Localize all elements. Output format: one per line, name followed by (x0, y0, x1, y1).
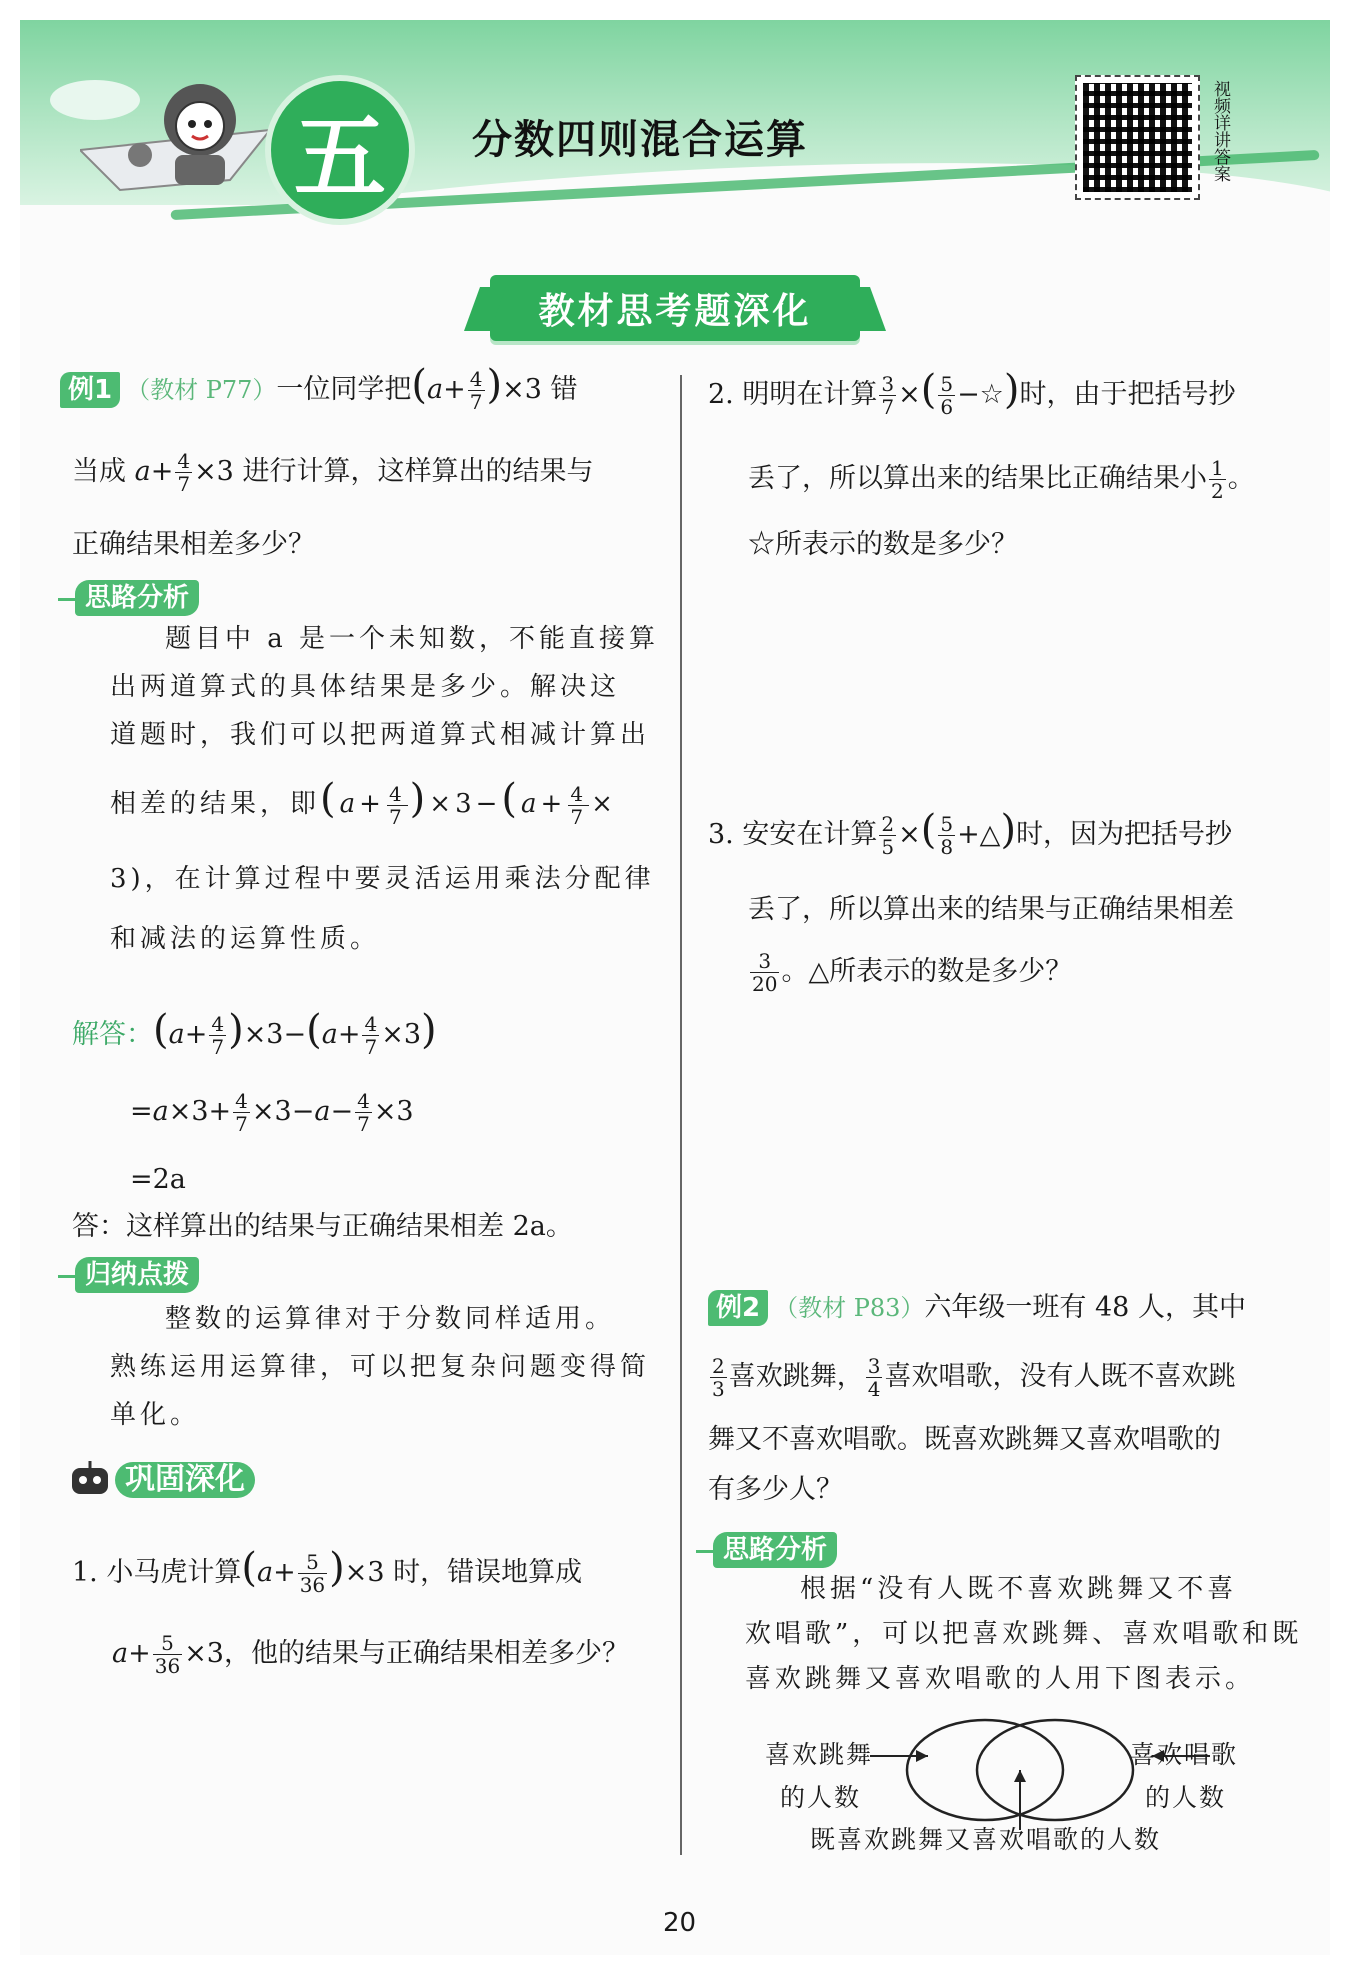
consolidate-label: 巩固深化 (115, 1462, 255, 1498)
qr-label: 视频详讲答案 (1210, 80, 1230, 182)
analysis1-line4: 相差的结果，即(a+ $\frac{4}{7}$ )×3−(a+ $\frac{4}{7}$ × (110, 776, 617, 829)
chapter-title: 分数四则混合运算 (472, 117, 808, 163)
robot-icon (68, 1460, 112, 1500)
workbook-page (20, 20, 1330, 1955)
venn-right-label-1: 喜欢唱歌 (1130, 1740, 1239, 1769)
unit-number-badge: 五 (265, 75, 415, 225)
example2-source: （教材 P83） (774, 1294, 925, 1322)
section-banner: 教材思考题深化 (490, 275, 860, 341)
q2-line3: ☆所表示的数是多少？ (748, 529, 1018, 560)
summary-line2: 熟练运用运算律，可以把复杂问题变得简 (110, 1352, 651, 1382)
analysis1-line1: 题目中 a 是一个未知数，不能直接算 (165, 624, 660, 654)
example2-tag: 例2 (708, 1290, 768, 1326)
example1-line1: 例1 （教材 P77）一位同学把(a+ $\frac{4}{7}$ )×3 错 (60, 365, 578, 413)
mascot-illustration (80, 70, 280, 210)
solution1-answer: 答：这样算出的结果与正确结果相差 2a。 (72, 1211, 573, 1242)
example1-tag: 例1 (60, 372, 120, 408)
q1-line2: a+ $\frac{5}{36}$ ×3，他的结果与正确结果相差多少？ (112, 1631, 629, 1678)
venn-left-label-2: 的人数 (780, 1783, 862, 1812)
analysis2-line2: 欢唱歌”，可以把喜欢跳舞、喜欢唱歌和既 (745, 1619, 1303, 1649)
example2-line4: 有多少人？ (708, 1474, 843, 1505)
q1-line1: 1. 小马虎计算(a+ $\frac{5}{36}$ )×3 时，错误地算成 (72, 1545, 583, 1597)
q3-line3: $\frac{3}{20}$ 。△所表示的数是多少？ (752, 949, 1073, 996)
venn-bottom-label: 既喜欢跳舞又喜欢唱歌的人数 (810, 1825, 1162, 1854)
example1-line2: 当成 a+ $\frac{4}{7}$ ×3 进行计算，这样算出的结果与 (72, 449, 594, 496)
qr-code[interactable] (1075, 75, 1200, 200)
summary-line3: 单化。 (110, 1400, 201, 1430)
example2-line3: 舞又不喜欢唱歌。既喜欢跳舞又喜欢唱歌的 (708, 1424, 1221, 1455)
analysis2-label: 思路分析 (713, 1532, 837, 1568)
page-number: 20 (663, 1908, 697, 1938)
solution1-step1: 解答：(a+ $\frac{4}{7}$ )×3−(a+ $\frac{4}{7}$ ×3) (72, 1007, 437, 1059)
summary-line1: 整数的运算律对于分数同样适用。 (165, 1304, 616, 1334)
q2-line1: 2. 明明在计算 $\frac{3}{7}$ ×( $\frac{5}{6}$ −☆)时，由于把括号抄 (708, 367, 1236, 419)
solution-label: 解答： (72, 1019, 153, 1050)
q3-line2: 丢了，所以算出来的结果与正确结果相差 (748, 894, 1234, 925)
venn-left-label-1: 喜欢跳舞 (765, 1740, 874, 1769)
example1-line3: 正确结果相差多少？ (72, 529, 315, 560)
q3-line1: 3. 安安在计算 $\frac{2}{5}$ ×( $\frac{5}{8}$ +△)时，因为把括号抄 (708, 807, 1233, 859)
column-divider (680, 375, 682, 1855)
analysis1-line3: 道题时，我们可以把两道算式相减计算出 (110, 720, 651, 750)
summary-label: 归纳点拨 (75, 1257, 199, 1293)
analysis1-line5: 3)，在计算过程中要灵活运用乘法分配律 (110, 864, 655, 894)
example2-line1: 例2 （教材 P83）六年级一班有 48 人，其中 (708, 1288, 1246, 1328)
solution1-step2: =a×3+ $\frac{4}{7}$ ×3−a− $\frac{4}{7}$ ×3 (130, 1089, 414, 1136)
analysis-label: 思路分析 (75, 580, 199, 616)
q2-line2: 丢了，所以算出来的结果比正确结果小 $\frac{1}{2}$ 。 (748, 456, 1255, 503)
analysis1-line6: 和减法的运算性质。 (110, 924, 381, 954)
example2-line2: $\frac{2}{3}$ 喜欢跳舞， $\frac{3}{4}$ 喜欢唱歌，没有人既不喜欢跳 (712, 1354, 1236, 1401)
analysis2-line3: 喜欢跳舞又喜欢唱歌的人用下图表示。 (745, 1664, 1256, 1694)
analysis2-line1: 根据“没有人既不喜欢跳舞又不喜 (800, 1574, 1238, 1604)
solution1-step3: =2a (130, 1164, 186, 1195)
analysis1-line2: 出两道算式的具体结果是多少。解决这 (110, 672, 621, 702)
venn-right-label-2: 的人数 (1145, 1783, 1227, 1812)
example1-source: （教材 P77） (126, 376, 277, 404)
